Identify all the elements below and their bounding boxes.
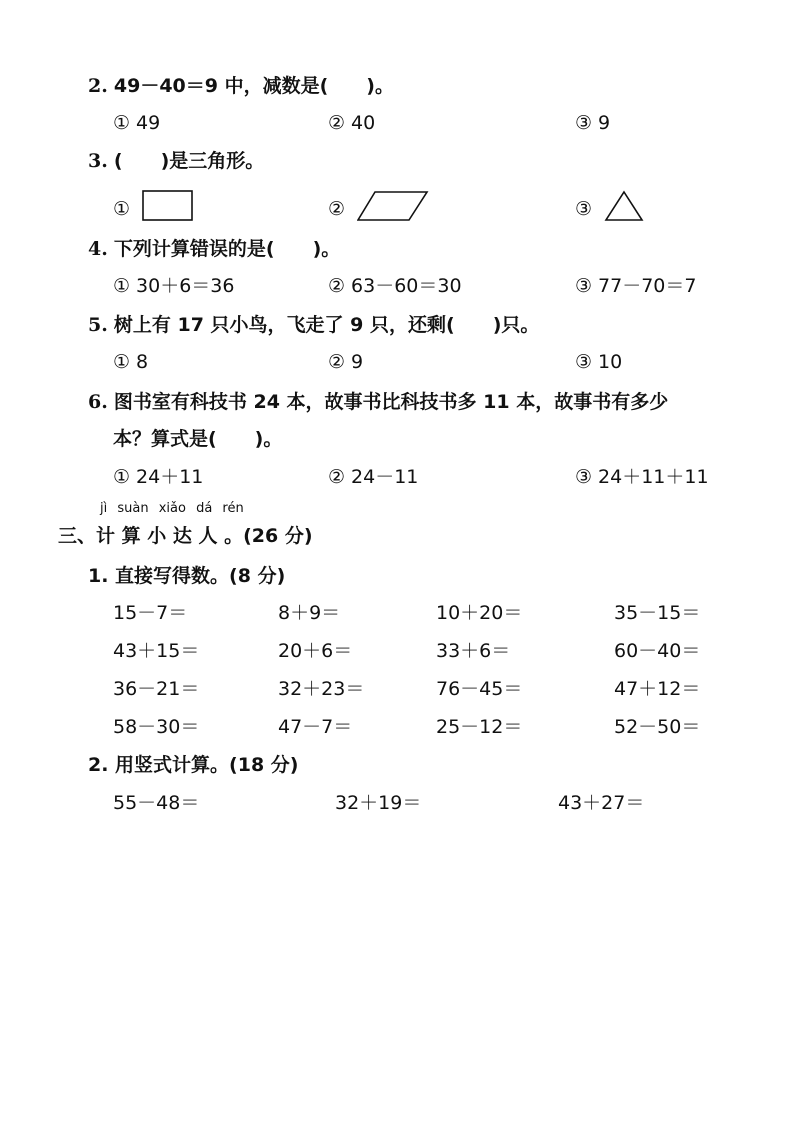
oral-calc-item: 10＋20＝ (436, 602, 523, 624)
rectangle-icon (142, 190, 194, 228)
option-text: 77－70＝7 (598, 275, 697, 297)
part-2-title (88, 753, 298, 777)
question-number: 2. (88, 75, 108, 97)
vertical-calc-item: 32＋19＝ (335, 792, 422, 814)
question-number: 4. (88, 238, 108, 260)
question-5-stem (88, 313, 539, 337)
option-text: 24＋11＋11 (598, 466, 709, 488)
question-text: ( )是三角形。 (113, 150, 265, 172)
option-text: 63－60＝30 (351, 275, 462, 297)
question-3-stem (88, 149, 264, 173)
option-mark: ② (328, 112, 346, 134)
part-title-text: 2. 用竖式计算。(18 分) (88, 754, 299, 776)
question-4-stem (88, 237, 340, 261)
oral-calc-item: 60－40＝ (614, 640, 701, 662)
question-text: 树上有 17 只小鸟，飞走了 9 只，还剩( )只。 (113, 314, 540, 336)
question-text: 下列计算错误的是( )。 (113, 238, 341, 260)
vertical-calc-item: 43＋27＝ (558, 792, 645, 814)
question-number: 5. (88, 314, 108, 336)
option-mark: ③ (575, 275, 593, 297)
option-text: 9 (351, 351, 364, 373)
oral-calc-item: 47＋12＝ (614, 678, 701, 700)
q3-option-2 (328, 190, 429, 228)
oral-calc-item: 32＋23＝ (278, 678, 365, 700)
option-text: 8 (136, 351, 149, 373)
option-mark: ② (328, 197, 346, 220)
option-text: 24－11 (351, 466, 419, 488)
oral-calc-item: 20＋6＝ (278, 640, 353, 662)
oral-calc-item: 47－7＝ (278, 716, 353, 738)
question-text: 图书室有科技书 24 本，故事书比科技书多 11 本，故事书有多少 (113, 391, 669, 413)
q6-option-2 (328, 465, 418, 489)
oral-calc-item: 33＋6＝ (436, 640, 511, 662)
part-title-text: 1. 直接写得数。(8 分) (88, 565, 286, 587)
q4-option-2 (328, 274, 462, 298)
oral-calc-item: 52－50＝ (614, 716, 701, 738)
q2-option-1 (113, 111, 160, 135)
oral-calc-item: 25－12＝ (436, 716, 523, 738)
option-text: 10 (598, 351, 623, 373)
section-heading-pinyin: jì suàn xiǎo dá rén (100, 501, 244, 516)
oral-calc-item: 15－7＝ (113, 602, 188, 624)
option-mark: ③ (575, 197, 593, 220)
option-mark: ① (113, 275, 131, 297)
q2-option-3 (575, 111, 610, 135)
q6-option-3 (575, 465, 709, 489)
oral-calc-item: 43＋15＝ (113, 640, 200, 662)
option-mark: ② (328, 466, 346, 488)
q3-option-1 (113, 190, 194, 228)
question-text: 49－40＝9 中，减数是( )。 (113, 75, 394, 97)
option-mark: ① (113, 112, 131, 134)
question-6-stem (88, 390, 668, 414)
section-3-heading: 三、计 算 小 达 人 。(26 分) (58, 525, 313, 547)
q2-option-2 (328, 111, 375, 135)
option-mark: ③ (575, 351, 593, 373)
question-text: 本？算式是( )。 (113, 428, 283, 450)
option-mark: ② (328, 275, 346, 297)
option-mark: ① (113, 197, 131, 220)
question-2-stem (88, 74, 394, 98)
question-number: 6. (88, 391, 108, 413)
q3-option-3 (575, 190, 644, 228)
q4-option-1 (113, 274, 235, 298)
option-text: 49 (136, 112, 161, 134)
oral-calc-item: 58－30＝ (113, 716, 200, 738)
oral-calc-item: 76－45＝ (436, 678, 523, 700)
q5-option-3 (575, 350, 622, 374)
vertical-calc-item: 55－48＝ (113, 792, 200, 814)
option-text: 30＋6＝36 (136, 275, 235, 297)
option-text: 24＋11 (136, 466, 204, 488)
oral-calc-item: 35－15＝ (614, 602, 701, 624)
question-6-stem-continued (113, 427, 282, 451)
part-1-title (88, 564, 285, 588)
oral-calc-item: 36－21＝ (113, 678, 200, 700)
q5-option-2 (328, 350, 363, 374)
q5-option-1 (113, 350, 148, 374)
q4-option-3 (575, 274, 697, 298)
triangle-icon (604, 190, 644, 228)
option-mark: ③ (575, 112, 593, 134)
parallelogram-icon (357, 190, 429, 228)
option-mark: ① (113, 351, 131, 373)
option-mark: ② (328, 351, 346, 373)
question-number: 3. (88, 150, 108, 172)
option-text: 40 (351, 112, 376, 134)
option-text: 9 (598, 112, 611, 134)
q6-option-1 (113, 465, 203, 489)
option-mark: ① (113, 466, 131, 488)
oral-calc-item: 8＋9＝ (278, 602, 341, 624)
option-mark: ③ (575, 466, 593, 488)
